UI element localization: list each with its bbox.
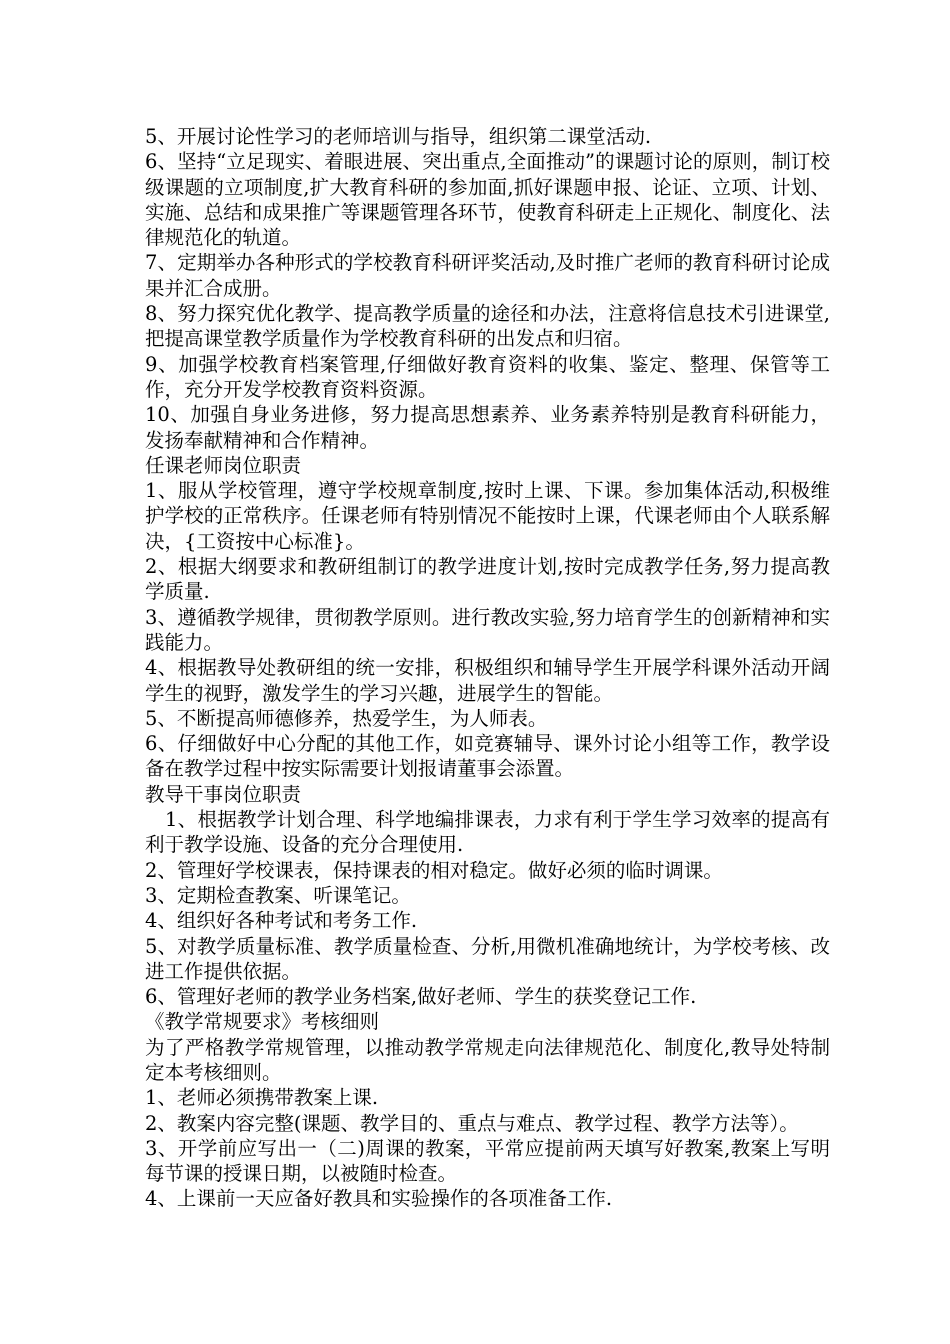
paragraph: 2、根据大纲要求和教研组制订的教学进度计划,按时完成教学任务,努力提高教学质量.: [145, 555, 830, 604]
paragraph: 4、上课前一天应备好教具和实验操作的各项准备工作.: [145, 1187, 613, 1211]
paragraph: 1、根据教学计划合理、科学地编排课表，力求有利于学生学习效率的提高有利于教学设施、设备的充分合理使用.: [145, 808, 830, 857]
paragraph: 3、遵循教学规律，贯彻教学原则。进行教改实验,努力培育学生的创新精神和实践能力。: [145, 605, 830, 654]
paragraph: 为了严格教学常规管理，以推动教学常规走向法律规范化、制度化,教导处特制定本考核细则。: [145, 1035, 830, 1084]
paragraph: 6、管理好老师的教学业务档案,做好老师、学生的获奖登记工作.: [145, 985, 697, 1009]
section-heading: 任课老师岗位职责: [145, 453, 302, 477]
paragraph: 1、老师必须携带教案上课.: [145, 1086, 379, 1110]
paragraph: 2、管理好学校课表，保持课表的相对稳定。做好必须的临时调课。: [145, 858, 723, 882]
section-heading: 教导干事岗位职责: [145, 782, 302, 806]
document-body: [145, 124, 830, 1212]
paragraph: 3、开学前应写出一（二)周课的教案，平常应提前两天填写好教案,教案上写明每节课的授课日期，以被随时检查。: [145, 1136, 830, 1186]
paragraph: 4、组织好各种考试和考务工作.: [145, 909, 418, 933]
section-heading: 《教学常规要求》考核细则: [145, 1010, 380, 1034]
paragraph: 2、教案内容完整(课题、教学目的、重点与难点、教学过程、教学方法等）。: [145, 1111, 799, 1135]
paragraph: 8、努力探究优化教学、提高教学质量的途径和办法，注意将信息技术引进课堂,把提高课堂教学质量作为学校教育科研的出发点和归宿。: [145, 302, 830, 351]
paragraph: 3、定期检查教案、听课笔记。: [145, 883, 411, 907]
paragraph: 4、根据教导处教研组的统一安排，积极组织和辅导学生开展学科课外活动开阔学生的视野，激发学生的学习兴趣，进展学生的智能。: [145, 656, 830, 705]
paragraph: 1、服从学校管理，遵守学校规章制度,按时上课、下课。参加集体活动,积极维护学校的正常秩序。任课老师有特别情况不能按时上课，代课老师由个人联系解决，{工资按中心标准}。: [145, 479, 830, 553]
paragraph: 5、不断提高师德修养，热爱学生，为人师表。: [145, 706, 548, 730]
paragraph: 6、坚持“立足现实、着眼进展、突出重点,全面推动”的课题讨论的原则，制订校级课题的立项制度,扩大教育科研的参加面,抓好课题申报、论证、立项、计划、实施、总结和成果推广等课题管理各环节，使教育科研走上正规化、制度化、法律规范化的轨道。: [145, 150, 830, 250]
paragraph: 10、加强自身业务进修，努力提高思想素养、业务素养特别是教育科研能力，发扬奉献精神和合作精神。: [145, 403, 830, 452]
paragraph: 9、加强学校教育档案管理,仔细做好教育资料的收集、鉴定、整理、保管等工作，充分开发学校教育资料资源。: [145, 352, 830, 401]
paragraph: 7、定期举办各种形式的学校教育科研评奖活动,及时推广老师的教育科研讨论成果并汇合成册。: [145, 251, 830, 300]
paragraph: 5、开展讨论性学习的老师培训与指导，组织第二课堂活动.: [145, 125, 652, 148]
paragraph: 5、对教学质量标准、教学质量检查、分析,用微机准确地统计，为学校考核、改进工作提供依据。: [145, 934, 830, 983]
paragraph: 6、仔细做好中心分配的其他工作，如竞赛辅导、课外讨论小组等工作，教学设备在教学过程中按实际需要计划报请董事会添置。: [145, 732, 830, 781]
